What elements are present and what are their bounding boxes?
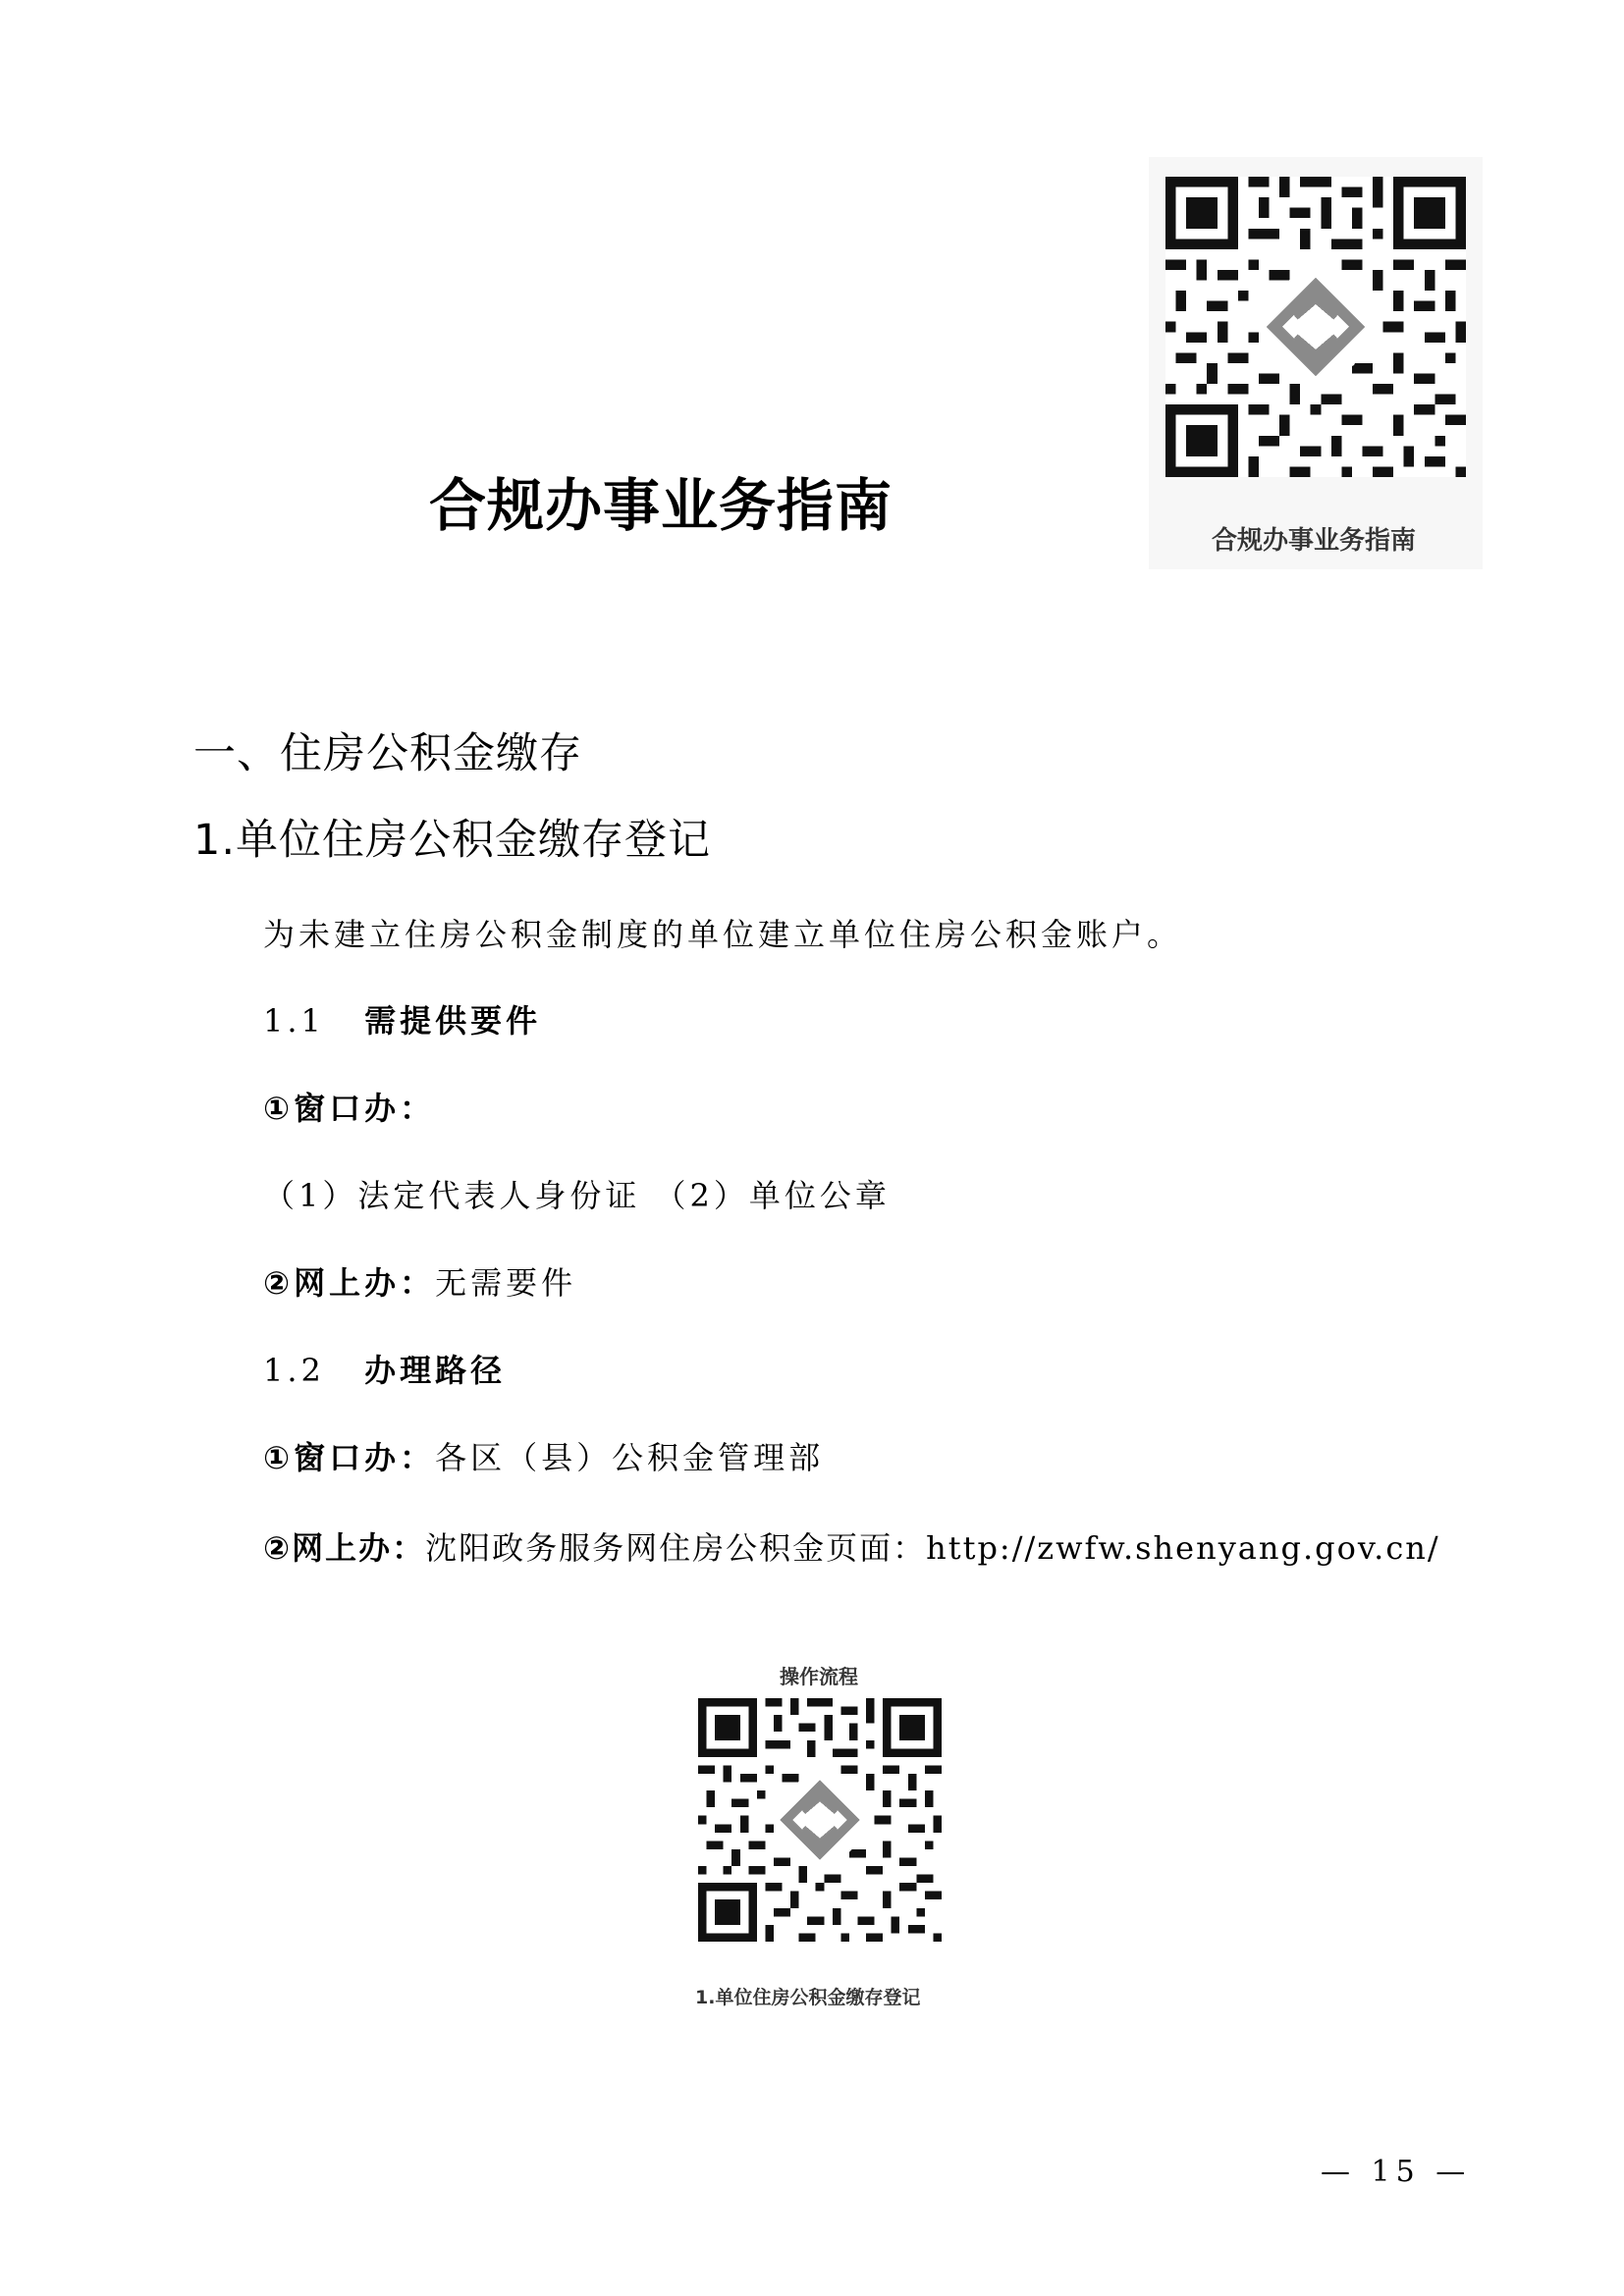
qr-code-image: [698, 1698, 942, 1942]
item-1-2-heading: [263, 1346, 506, 1391]
document-title: 合规办事业务指南: [429, 472, 893, 539]
qr-code-card-top: [1149, 157, 1483, 569]
item-1-1-number: 1.1: [263, 1002, 325, 1040]
window-path-text: 各区（县）公积金管理部: [435, 1439, 825, 1476]
online-materials-line: [263, 1258, 576, 1304]
window-path-line: [263, 1433, 824, 1478]
online-path-line: [263, 1523, 1440, 1569]
online-label: ②网上办：: [263, 1529, 426, 1567]
qr-code-caption-bottom: 1.单位住房公积金缴存登记: [695, 1987, 921, 2008]
qr-code-header: 操作流程: [780, 1665, 858, 1688]
window-label: ①窗口办：: [263, 1090, 436, 1127]
online-path-text: 沈阳政务服务网住房公积金页面：http://zwfw.shenyang.gov.cn/: [425, 1529, 1440, 1567]
item-1-2-label: 办理路径: [364, 1352, 507, 1389]
page-number: — 15 —: [1321, 2155, 1472, 2189]
description-text: 为未建立住房公积金制度的单位建立单位住房公积金账户。: [263, 916, 1183, 953]
qr-code-caption-top: 合规办事业务指南: [1212, 526, 1417, 556]
item-1-2-number: 1.2: [263, 1352, 325, 1389]
window-label: ①窗口办：: [263, 1439, 436, 1476]
section-heading: 一、住房公积金缴存: [193, 729, 582, 778]
subsection-heading: 1.单位住房公积金缴存登记: [193, 816, 712, 865]
window-materials-text: （1）法定代表人身份证 （2）单位公章: [263, 1177, 891, 1214]
qr-code-card-bottom: [677, 1649, 962, 2022]
online-label: ②网上办：: [263, 1264, 436, 1302]
item-1-1-label: 需提供要件: [364, 1002, 542, 1040]
item-1-1-heading: [263, 996, 541, 1041]
qr-code-image: [1165, 177, 1466, 477]
online-materials-text: 无需要件: [435, 1264, 577, 1302]
